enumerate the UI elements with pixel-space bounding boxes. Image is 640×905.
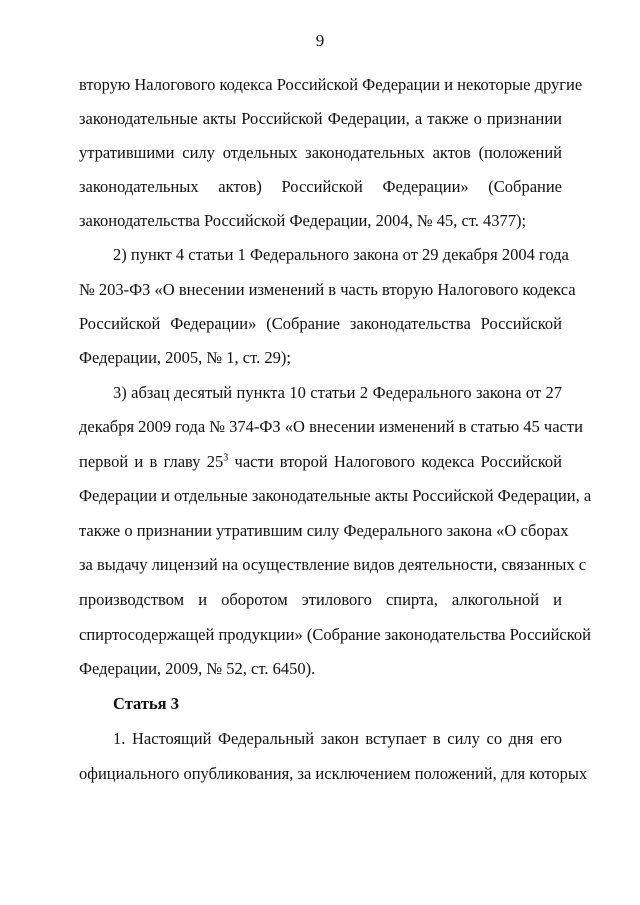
superscript: 3 (223, 452, 229, 464)
text-line: также о признании утратившим силу Федерального закона «О сборах (79, 521, 569, 540)
text-line: законодательства Российской Федерации, 2004, № 45, ст. 4377); (79, 211, 527, 230)
text-line: 3) абзац десятый пункта 10 статьи 2 Федерального закона от 27 (113, 383, 562, 402)
text-line: Российской Федерации» (Собрание законодательства Российской (79, 314, 562, 333)
text-line: № 203-ФЗ «О внесении изменений в часть вторую Налогового кодекса (79, 280, 576, 299)
text-line: вторую Налогового кодекса Российской Федерации и некоторые другие (79, 75, 583, 94)
text-line: утратившими силу отдельных законодательных актов (положений (79, 143, 562, 162)
text-line: официального опубликования, за исключением положений, для которых (79, 764, 588, 783)
text-line: производством и оборотом этилового спирта, алкогольной и (79, 590, 562, 609)
text-line: законодательные акты Российской Федерации, а также о признании (79, 109, 562, 128)
text-segment: части второй Налогового кодекса Российской (228, 452, 562, 471)
text-line: 2) пункт 4 статьи 1 Федерального закона от 29 декабря 2004 года (113, 245, 569, 264)
text-line: спиртосодержащей продукции» (Собрание законодательства Российской (79, 625, 591, 644)
text-line: законодательных актов) Российской Федерации» (Собрание (79, 177, 562, 196)
text-line: Федерации, 2009, № 52, ст. 6450). (79, 659, 316, 678)
page-number: 9 (315, 31, 325, 50)
text-line: Федерации и отдельные законодательные акты Российской Федерации, а (79, 486, 592, 505)
text-line: Федерации, 2005, № 1, ст. 29); (79, 348, 291, 367)
text-segment: первой и в главу 25 (79, 452, 224, 471)
text-line (79, 451, 562, 473)
text-line: декабря 2009 года № 374-ФЗ «О внесении изменений в статью 45 части (79, 417, 583, 436)
article-heading: Статья 3 (113, 694, 179, 713)
text-line: 1. Настоящий Федеральный закон вступает в силу со дня его (113, 729, 562, 748)
text-line: за выдачу лицензий на осуществление видов деятельности, связанных с (79, 555, 587, 574)
